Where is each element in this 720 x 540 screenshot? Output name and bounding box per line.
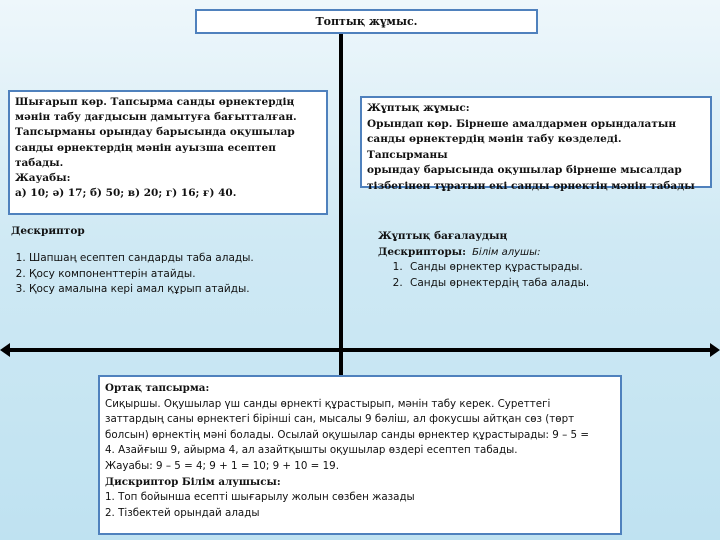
task-line: мәнін табу дағдысын дамытуға бағытталған.	[15, 111, 297, 124]
list-item: 1. Санды өрнектер құрастырады.	[406, 260, 606, 276]
learner-label: Білім алушы:	[472, 246, 541, 258]
descriptor-heading: Дискриптор Білім алушысы:	[105, 475, 281, 488]
assessment-list	[378, 260, 606, 291]
descriptor-left	[11, 225, 331, 298]
page-title: Топтық жұмыс.	[315, 15, 418, 28]
list-item: 2. Қосу компоненттерін атайды.	[29, 267, 331, 283]
individual-task-box	[8, 90, 328, 215]
task-line: 4. Азайғыш 9, айырма 4, ал азайтқышты оқушылар өздері есептеп табады.	[105, 444, 518, 457]
assessment-subheading: Дескрипторы:	[378, 245, 467, 258]
pair-work-box	[360, 96, 712, 192]
arrow-left-icon	[0, 343, 10, 357]
list-item: 1. Топ бойынша есепті шығарылу жолын сөзбен жазады	[105, 491, 415, 504]
task-line: болсын) өрнектің мәні болады. Осылай оқушылар санды өрнектер құрастырады: 9 – 5 =	[105, 428, 589, 441]
task-line: санды өрнектердің мәнін ауызша есептеп	[15, 141, 276, 154]
list-item: 1. Шапшаң есептеп сандарды таба алады.	[29, 251, 331, 267]
list-item: 2. Тізбектей орындай алады	[105, 506, 260, 519]
pair-assessment-descriptor	[378, 229, 708, 291]
common-task-heading: Ортақ тапсырма:	[105, 382, 210, 394]
answer-line: Жауабы: 9 – 5 = 4; 9 + 1 = 10; 9 + 10 = 19.	[105, 459, 339, 472]
descriptor-list	[11, 251, 331, 298]
list-item: 3. Қосу амалына кері амал құрып атайды.	[29, 282, 331, 298]
answer-label: Жауабы:	[15, 172, 71, 185]
answer-values: а) 10; ә) 17; б) 50; в) 20; г) 16; ғ) 40.	[15, 187, 237, 200]
task-line: Орындап көр. Бірнеше амалдармен орындалатын	[367, 117, 677, 130]
horizontal-connector-line	[8, 348, 714, 352]
vertical-connector-line	[339, 33, 343, 378]
title-box	[195, 9, 538, 34]
task-line: санды өрнектердің мәнін табу көзделеді. Тапсырманы	[367, 133, 622, 161]
task-line: орындау барысында оқушылар бірнеше мысалдар	[367, 164, 682, 176]
arrow-right-icon	[710, 343, 720, 357]
task-line: Сиқыршы. Оқушылар үш санды өрнекті құрастырып, мәнін табу керек. Суреттегі	[105, 397, 551, 410]
task-line: Тапсырманы орындау барысында оқушылар	[15, 126, 295, 139]
task-line: Шығарып көр. Тапсырма санды өрнектердің	[15, 96, 295, 108]
task-line: тізбегінен тұратын екі санды өрнектің мәнін табады	[367, 179, 695, 192]
list-item: 2. Санды өрнектердің таба алады.	[406, 276, 606, 292]
common-task-box	[98, 375, 622, 535]
descriptor-heading: Дескриптор	[11, 225, 85, 237]
task-line: табады.	[15, 156, 64, 169]
task-line: заттардың саны өрнектегі бірінші сан, мысалы 9 бәліш, ал фокусшы айтқан сөз (төрт	[105, 413, 575, 426]
pair-work-heading: Жұптық жұмыс:	[367, 102, 470, 114]
assessment-heading: Жұптық бағалаудың	[378, 230, 508, 242]
